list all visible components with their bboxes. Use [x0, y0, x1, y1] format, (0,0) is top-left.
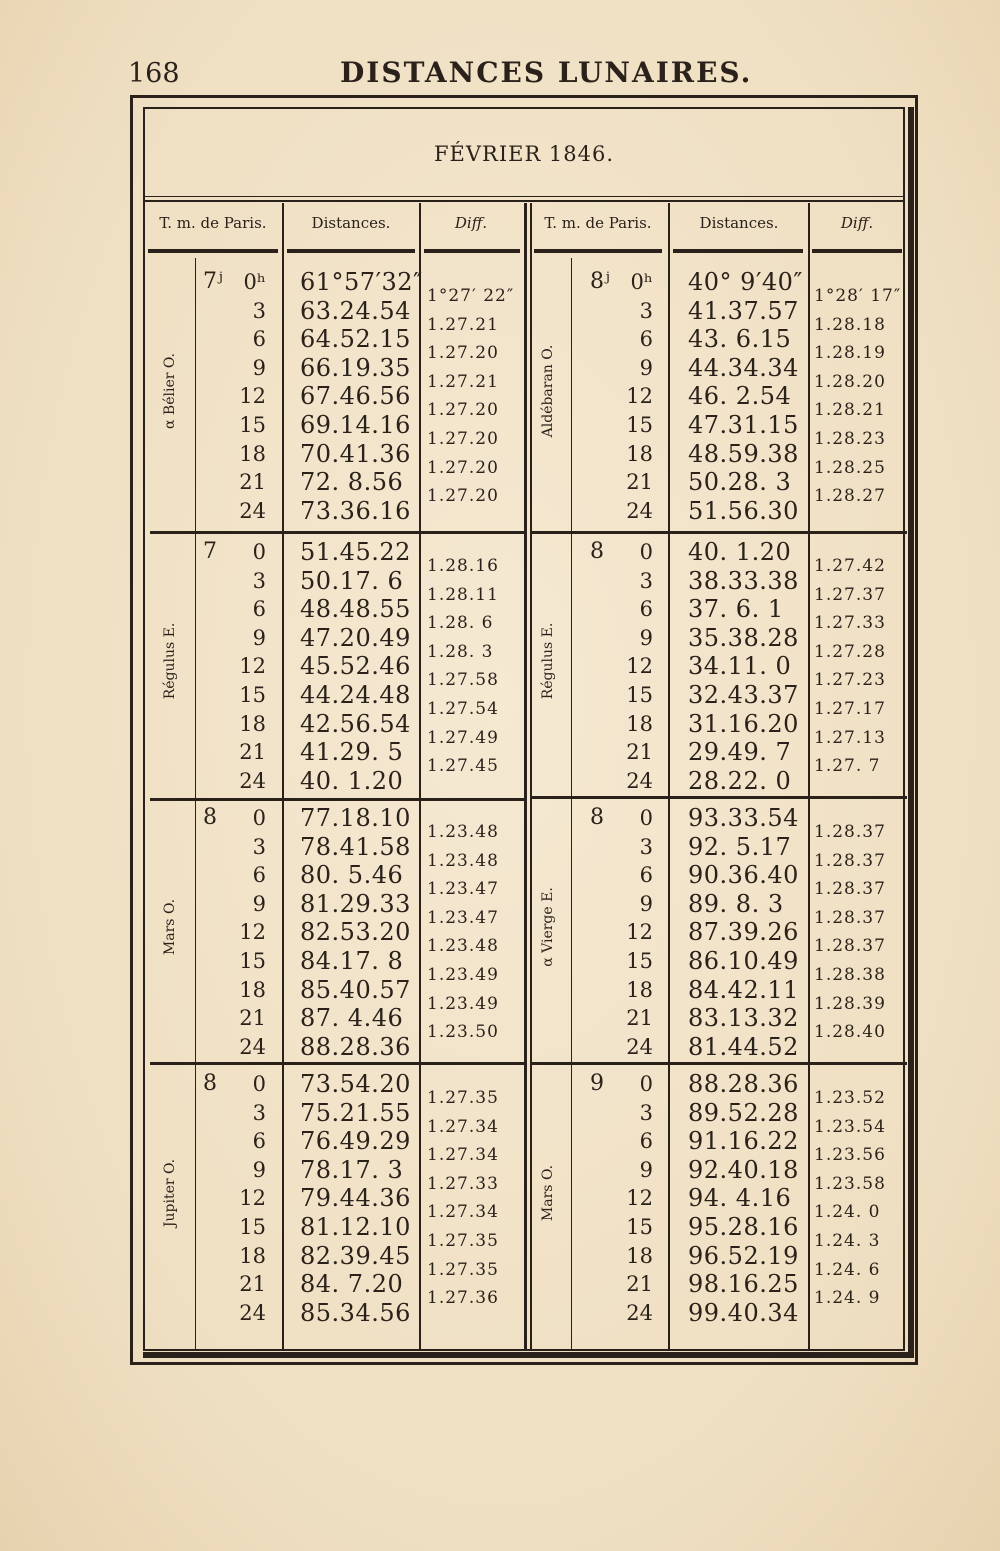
- difference-cell: 1.28.18: [814, 314, 886, 335]
- distance-cell: 63.24.54: [300, 296, 411, 325]
- distance-cell: 82.53.20: [300, 918, 411, 947]
- difference-cell: 1.23.49: [427, 993, 499, 1014]
- hour-cell: 9: [252, 1157, 266, 1182]
- hour-cell: 6: [252, 597, 266, 622]
- distance-cell: 79.44.36: [300, 1184, 411, 1213]
- distance-cell: 42.56.54: [300, 709, 411, 738]
- distance-cell: 93.33.54: [688, 804, 799, 832]
- hour-cell: 21: [626, 1272, 653, 1297]
- hour-cell: 21: [626, 740, 653, 765]
- day-number: 8: [590, 539, 604, 564]
- hour-cell: 15: [239, 1215, 266, 1239]
- hour-cell: 3: [639, 834, 653, 859]
- distance-cell: 50.28. 3: [688, 468, 792, 497]
- difference-cell: 1.27.20: [427, 343, 499, 364]
- distance-cell: 29.49. 7: [688, 738, 792, 767]
- frame-shadow-right: [908, 107, 914, 1355]
- difference-cell: 1.28.37: [814, 907, 886, 928]
- hour-cell: 0ʰ: [243, 270, 266, 294]
- difference-cell: 1.27. 7: [814, 756, 881, 777]
- distance-cell: 44.24.48: [300, 681, 411, 709]
- distance-cell: 40° 9′40″: [688, 268, 803, 296]
- distance-cell: 48.59.38: [688, 439, 799, 468]
- distance-cell: 90.36.40: [688, 861, 799, 890]
- header-time-right: T. m. de Paris.: [544, 214, 652, 232]
- difference-cell: 1°28′ 17″: [814, 286, 902, 306]
- hour-cell: 6: [252, 327, 266, 352]
- difference-cell: 1.28.37: [814, 822, 886, 842]
- difference-cell: 1.27.33: [427, 1173, 499, 1194]
- difference-cell: 1.28.21: [814, 400, 886, 421]
- hour-cell: 6: [639, 1129, 653, 1154]
- hour-cell: 24: [626, 768, 653, 793]
- difference-cell: 1.28.27: [814, 486, 886, 507]
- hour-cell: 0: [252, 540, 266, 564]
- difference-cell: 1.27.33: [814, 613, 886, 634]
- star-label: Mars O.: [162, 898, 178, 955]
- difference-cell: 1.23.54: [814, 1116, 886, 1137]
- difference-cell: 1.27.34: [427, 1145, 499, 1166]
- difference-cell: 1.27.34: [427, 1116, 499, 1137]
- hour-cell: 3: [252, 834, 266, 859]
- hour-cell: 21: [239, 740, 266, 765]
- distance-cell: 95.28.16: [688, 1213, 799, 1241]
- difference-cell: 1.28.38: [814, 965, 886, 985]
- day-number: 7ʲ: [203, 269, 223, 294]
- distance-cell: 67.46.56: [300, 382, 411, 411]
- distance-cell: 47.31.15: [688, 411, 799, 439]
- difference-cell: 1.28.11: [427, 584, 499, 605]
- distance-cell: 91.16.22: [688, 1127, 799, 1156]
- hour-cell: 3: [252, 568, 266, 593]
- difference-cell: 1.23.50: [427, 1022, 499, 1043]
- difference-cell: 1.28.19: [814, 343, 886, 364]
- difference-cell: 1.23.48: [427, 936, 499, 957]
- difference-cell: 1.27.45: [427, 756, 499, 777]
- difference-cell: 1.28. 6: [427, 613, 494, 634]
- distance-cell: 43. 6.15: [688, 325, 792, 354]
- difference-cell: 1.28.37: [814, 936, 886, 957]
- hour-cell: 12: [626, 920, 653, 945]
- distance-cell: 40. 1.20: [688, 538, 792, 566]
- distance-cell: 83.13.32: [688, 1004, 799, 1033]
- distance-cell: 73.36.16: [300, 496, 411, 525]
- difference-cell: 1.27.20: [427, 457, 499, 478]
- hour-cell: 15: [626, 413, 653, 437]
- difference-cell: 1.23.56: [814, 1145, 886, 1166]
- distance-cell: 87. 4.46: [300, 1004, 404, 1033]
- hour-cell: 21: [626, 470, 653, 495]
- distance-cell: 48.48.55: [300, 595, 411, 624]
- hour-cell: 21: [239, 1006, 266, 1031]
- day-number: 8: [203, 1071, 217, 1096]
- hour-cell: 12: [239, 920, 266, 945]
- hour-cell: 0: [252, 806, 266, 830]
- hour-cell: 21: [626, 1006, 653, 1031]
- difference-cell: 1.27.35: [427, 1231, 499, 1251]
- star-label: Mars O.: [540, 1164, 556, 1221]
- hour-cell: 0ʰ: [630, 270, 653, 294]
- header-distances-right: Distances.: [699, 214, 779, 232]
- hour-cell: 12: [239, 384, 266, 409]
- difference-cell: 1.23.48: [427, 850, 499, 871]
- hour-cell: 15: [239, 413, 266, 437]
- hour-cell: 15: [626, 1215, 653, 1239]
- difference-cell: 1°27′ 22″: [427, 286, 515, 306]
- hour-cell: 6: [252, 863, 266, 888]
- hour-cell: 18: [626, 711, 653, 736]
- difference-cell: 1.27.28: [814, 641, 886, 662]
- distance-cell: 94. 4.16: [688, 1184, 792, 1213]
- difference-cell: 1.28.37: [814, 850, 886, 871]
- distance-cell: 87.39.26: [688, 918, 799, 947]
- hour-cell: 24: [239, 1300, 266, 1325]
- block-rule: [150, 798, 525, 801]
- hour-cell: 6: [252, 1129, 266, 1154]
- difference-cell: 1.27.36: [427, 1288, 499, 1309]
- distance-cell: 47.20.49: [300, 623, 411, 652]
- center-divider: [530, 203, 532, 1351]
- star-label: Aldébaran O.: [540, 344, 556, 438]
- hour-cell: 9: [252, 355, 266, 380]
- difference-cell: 1.27.20: [427, 400, 499, 421]
- title-rule-thin: [143, 196, 905, 197]
- header-time-left: T. m. de Paris.: [159, 214, 267, 232]
- difference-cell: 1.27.35: [427, 1088, 499, 1108]
- hour-cell: 24: [239, 768, 266, 793]
- distance-cell: 99.40.34: [688, 1298, 799, 1327]
- distance-cell: 96.52.19: [688, 1241, 799, 1270]
- page-number: 168: [128, 58, 180, 89]
- hour-cell: 24: [239, 1034, 266, 1059]
- hour-cell: 15: [239, 949, 266, 973]
- running-title: DISTANCES LUNAIRES.: [340, 56, 753, 89]
- hour-cell: 3: [639, 298, 653, 323]
- hour-cell: 9: [252, 891, 266, 916]
- hour-cell: 3: [252, 1100, 266, 1125]
- hour-cell: 18: [239, 977, 266, 1002]
- distance-cell: 88.28.36: [688, 1070, 799, 1098]
- distance-cell: 37. 6. 1: [688, 595, 784, 624]
- distance-cell: 35.38.28: [688, 623, 799, 652]
- difference-cell: 1.28.25: [814, 457, 886, 478]
- difference-cell: 1.27.21: [427, 314, 499, 335]
- hour-cell: 9: [639, 625, 653, 650]
- hour-cell: 15: [626, 683, 653, 707]
- distance-cell: 73.54.20: [300, 1070, 411, 1098]
- difference-cell: 1.27.21: [427, 371, 499, 392]
- hour-cell: 18: [626, 1243, 653, 1268]
- difference-cell: 1.27.42: [814, 556, 886, 576]
- difference-cell: 1.27.20: [427, 429, 499, 449]
- distance-cell: 84.17. 8: [300, 947, 404, 975]
- header-rule: [812, 249, 902, 253]
- distance-cell: 46. 2.54: [688, 382, 792, 411]
- hour-cell: 0: [639, 806, 653, 830]
- hour-cell: 24: [626, 1300, 653, 1325]
- difference-cell: 1.27.23: [814, 670, 886, 691]
- title-rule: [143, 200, 905, 202]
- distance-cell: 89.52.28: [688, 1098, 799, 1127]
- hour-cell: 18: [239, 441, 266, 466]
- hour-cell: 6: [639, 863, 653, 888]
- hour-cell: 24: [626, 498, 653, 523]
- difference-cell: 1.28.39: [814, 993, 886, 1014]
- hour-cell: 6: [639, 597, 653, 622]
- distance-cell: 61°57′32″: [300, 268, 423, 296]
- difference-cell: 1.24. 9: [814, 1288, 881, 1309]
- star-label: α Bélier O.: [162, 352, 178, 429]
- difference-cell: 1.28.20: [814, 371, 886, 392]
- hour-cell: 0: [639, 1072, 653, 1096]
- frame-shadow-bottom: [143, 1352, 914, 1358]
- distance-cell: 82.39.45: [300, 1241, 411, 1270]
- star-divider: [571, 258, 572, 1351]
- distance-cell: 81.29.33: [300, 889, 411, 918]
- day-number: 8: [590, 805, 604, 830]
- distance-cell: 78.41.58: [300, 832, 411, 861]
- difference-cell: 1.23.47: [427, 879, 499, 900]
- distance-cell: 77.18.10: [300, 804, 411, 832]
- column-divider: [419, 203, 421, 1351]
- day-number: 8ʲ: [590, 269, 610, 294]
- difference-cell: 1.24. 0: [814, 1202, 881, 1223]
- hour-cell: 3: [252, 298, 266, 323]
- difference-cell: 1.24. 6: [814, 1259, 881, 1280]
- star-divider: [195, 258, 196, 1351]
- difference-cell: 1.23.58: [814, 1173, 886, 1194]
- difference-cell: 1.28.37: [814, 879, 886, 900]
- block-rule: [150, 531, 525, 534]
- hour-cell: 12: [239, 1186, 266, 1211]
- distance-cell: 85.40.57: [300, 975, 411, 1004]
- header-rule: [287, 249, 415, 253]
- star-label: Régulus E.: [162, 622, 178, 699]
- table-title: FÉVRIER 1846.: [433, 142, 615, 166]
- distance-cell: 76.49.29: [300, 1127, 411, 1156]
- day-number: 8: [203, 805, 217, 830]
- hour-cell: 15: [239, 683, 266, 707]
- header-diff-right: Diff.: [840, 214, 874, 232]
- header-rule: [534, 249, 662, 253]
- difference-cell: 1.27.58: [427, 670, 499, 691]
- distance-cell: 64.52.15: [300, 325, 411, 354]
- difference-cell: 1.27.35: [427, 1259, 499, 1280]
- hour-cell: 12: [239, 654, 266, 679]
- distance-cell: 78.17. 3: [300, 1155, 404, 1184]
- star-label: α Vierge E.: [540, 886, 556, 967]
- difference-cell: 1.28.16: [427, 556, 499, 576]
- difference-cell: 1.23.49: [427, 965, 499, 985]
- hour-cell: 9: [252, 625, 266, 650]
- distance-cell: 41.37.57: [688, 296, 799, 325]
- distance-cell: 38.33.38: [688, 566, 799, 595]
- difference-cell: 1.27.54: [427, 699, 499, 719]
- block-rule: [150, 1062, 525, 1065]
- difference-cell: 1.27.49: [427, 727, 499, 748]
- distance-cell: 81.44.52: [688, 1032, 799, 1061]
- hour-cell: 21: [239, 470, 266, 495]
- difference-cell: 1.27.37: [814, 584, 886, 605]
- distance-cell: 98.16.25: [688, 1270, 799, 1299]
- difference-cell: 1.27.13: [814, 727, 886, 748]
- day-number: 9: [590, 1071, 604, 1096]
- distance-cell: 80. 5.46: [300, 861, 404, 890]
- distance-cell: 50.17. 6: [300, 566, 404, 595]
- hour-cell: 12: [626, 654, 653, 679]
- distance-cell: 44.34.34: [688, 353, 799, 382]
- hour-cell: 3: [639, 1100, 653, 1125]
- distance-cell: 85.34.56: [300, 1298, 411, 1327]
- header-rule: [148, 249, 278, 253]
- distance-cell: 81.12.10: [300, 1213, 411, 1241]
- distance-cell: 72. 8.56: [300, 468, 404, 497]
- header-distances-left: Distances.: [311, 214, 391, 232]
- distance-cell: 84.42.11: [688, 975, 799, 1004]
- hour-cell: 24: [626, 1034, 653, 1059]
- hour-cell: 12: [626, 1186, 653, 1211]
- star-label: Régulus E.: [540, 622, 556, 699]
- distance-cell: 41.29. 5: [300, 738, 404, 767]
- hour-cell: 9: [639, 891, 653, 916]
- difference-cell: 1.24. 3: [814, 1231, 881, 1251]
- distance-cell: 89. 8. 3: [688, 889, 784, 918]
- hour-cell: 0: [252, 1072, 266, 1096]
- distance-cell: 70.41.36: [300, 439, 411, 468]
- distance-cell: 32.43.37: [688, 681, 799, 709]
- hour-cell: 21: [239, 1272, 266, 1297]
- distance-cell: 84. 7.20: [300, 1270, 404, 1299]
- hour-cell: 18: [626, 441, 653, 466]
- difference-cell: 1.28. 3: [427, 641, 494, 662]
- difference-cell: 1.27.34: [427, 1202, 499, 1223]
- difference-cell: 1.28.40: [814, 1022, 886, 1043]
- block-rule: [531, 1062, 907, 1065]
- distance-cell: 51.45.22: [300, 538, 411, 566]
- distance-cell: 92.40.18: [688, 1155, 799, 1184]
- distance-cell: 88.28.36: [300, 1032, 411, 1061]
- difference-cell: 1.28.23: [814, 429, 886, 449]
- distance-cell: 40. 1.20: [300, 766, 404, 795]
- hour-cell: 0: [639, 540, 653, 564]
- hour-cell: 18: [239, 711, 266, 736]
- distance-cell: 92. 5.17: [688, 832, 792, 861]
- star-label: Jupiter O.: [162, 1158, 178, 1227]
- hour-cell: 18: [239, 1243, 266, 1268]
- block-rule: [531, 796, 907, 799]
- distance-cell: 86.10.49: [688, 947, 799, 975]
- distance-cell: 51.56.30: [688, 496, 799, 525]
- hour-cell: 9: [639, 1157, 653, 1182]
- hour-cell: 12: [626, 384, 653, 409]
- hour-cell: 18: [626, 977, 653, 1002]
- hour-cell: 15: [626, 949, 653, 973]
- distance-cell: 69.14.16: [300, 411, 411, 439]
- block-rule: [531, 531, 907, 534]
- day-number: 7: [203, 539, 217, 564]
- difference-cell: 1.27.20: [427, 486, 499, 507]
- center-divider: [524, 203, 527, 1351]
- distance-cell: 66.19.35: [300, 353, 411, 382]
- hour-cell: 6: [639, 327, 653, 352]
- distance-cell: 34.11. 0: [688, 652, 792, 681]
- header-rule: [673, 249, 803, 253]
- hour-cell: 3: [639, 568, 653, 593]
- column-divider: [808, 203, 810, 1351]
- column-divider: [668, 203, 670, 1351]
- distance-cell: 28.22. 0: [688, 766, 792, 795]
- difference-cell: 1.23.47: [427, 907, 499, 928]
- column-divider: [282, 203, 284, 1351]
- header-diff-left: Diff.: [454, 214, 488, 232]
- hour-cell: 24: [239, 498, 266, 523]
- hour-cell: 9: [639, 355, 653, 380]
- distance-cell: 75.21.55: [300, 1098, 411, 1127]
- difference-cell: 1.23.48: [427, 822, 499, 842]
- header-rule: [424, 249, 520, 253]
- difference-cell: 1.27.17: [814, 699, 886, 719]
- difference-cell: 1.23.52: [814, 1088, 886, 1108]
- distance-cell: 45.52.46: [300, 652, 411, 681]
- distance-cell: 31.16.20: [688, 709, 799, 738]
